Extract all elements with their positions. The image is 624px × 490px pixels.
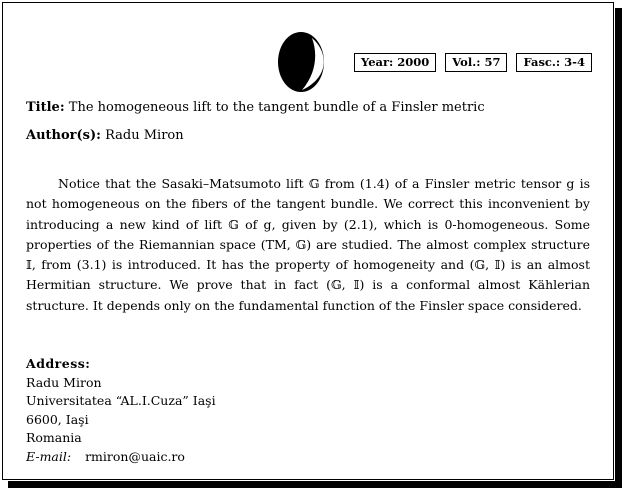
address-heading: Address: (26, 356, 91, 371)
address-line: Romania (26, 430, 82, 445)
year-badge: Year: 2000 (354, 53, 436, 72)
page-shadow-bottom (8, 481, 622, 488)
address-line: Universitatea “AL.I.Cuza” Iaşi (26, 393, 216, 408)
authors-text: Radu Miron (105, 128, 184, 143)
title-text: The homogeneous lift to the tangent bundle of a Finsler metric (68, 100, 485, 115)
paper-authors (26, 128, 184, 143)
fascicle-badge: Fasc.: 3-4 (516, 53, 592, 72)
email-address: rmiron@uaic.ro (85, 448, 185, 464)
journal-logo-icon (276, 30, 326, 94)
issue-info (354, 53, 592, 72)
abstract-text: Notice that the Sasaki–Matsumoto lift 𝔾 from (1.4) of a Finsler metric tensor g is not homogeneous on the fibers of the tangent bundle. We correct this inconvenient by introducing a new kind of lift 𝔾 of g, given by (2.1), which is 0-homogeneous. Some properties of the Riemannian space (TM, 𝔾) are studied. The almost complex structure 𝕀, from (3.1) is introduced. It has the property of homogeneity and (𝔾, 𝕀) is an almost Hermitian structure. We prove that in fact (𝔾, 𝕀) is a conformal almost Kählerian structure. It depends only on the fundamental function of the Finsler space considered. (26, 176, 590, 313)
page-shadow-right (615, 8, 622, 486)
paper-title (26, 100, 485, 115)
address-line: 6600, Iaşi (26, 411, 89, 427)
email-label: E-mail: (26, 448, 72, 464)
email-line (26, 448, 216, 467)
title-label: Title: (26, 100, 65, 115)
authors-label: Author(s): (26, 128, 101, 143)
address-line: Radu Miron (26, 374, 102, 390)
volume-badge: Vol.: 57 (445, 53, 507, 72)
address-block (26, 355, 216, 466)
